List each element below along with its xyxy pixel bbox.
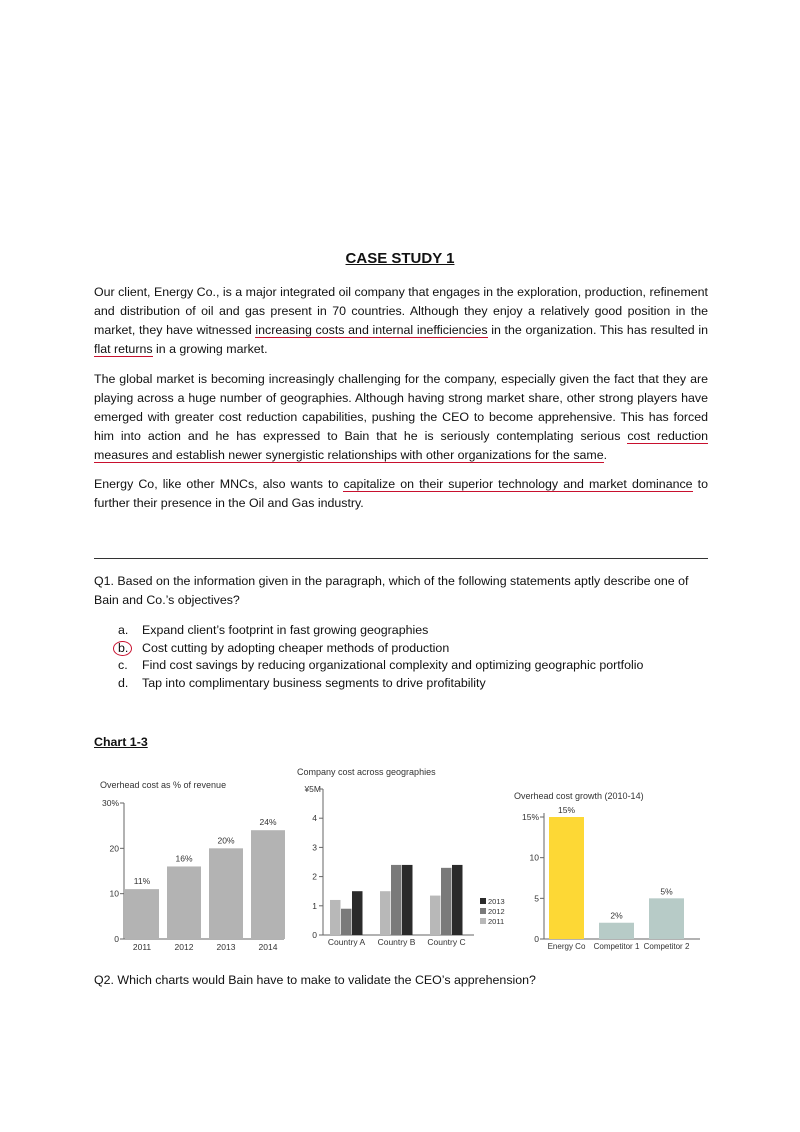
x-tick-label: Country C bbox=[427, 937, 466, 947]
x-tick-label: Energy Co bbox=[547, 942, 586, 951]
y-tick-label: 10 bbox=[529, 852, 539, 863]
legend-label: 2011 bbox=[488, 917, 505, 926]
underlined-phrase: capitalize on their superior technology and market dominance bbox=[343, 477, 693, 491]
bar bbox=[649, 898, 684, 939]
option-letter: c. bbox=[118, 658, 128, 672]
option-b[interactable] bbox=[118, 640, 708, 658]
chart-title: Overhead cost as % of revenue bbox=[100, 780, 227, 790]
unit-label: ¥5M bbox=[304, 784, 321, 794]
paragraph-3: Energy Co, like other MNCs, also wants to capitalize on their superior technology and market dominance to further their presence in the Oil and Gas industry. bbox=[94, 477, 709, 510]
data-label: 5% bbox=[660, 886, 673, 897]
bar bbox=[330, 900, 341, 935]
section-divider bbox=[94, 558, 708, 559]
option-text: Find cost savings by reducing organizational complexity and optimizing geographic portfolio bbox=[142, 658, 644, 672]
option-text: Cost cutting by adopting cheaper methods of production bbox=[142, 640, 450, 655]
x-tick-label: 2012 bbox=[174, 942, 194, 952]
bar bbox=[599, 923, 634, 939]
bar bbox=[251, 830, 285, 939]
bar bbox=[391, 865, 402, 935]
option-letter: d. bbox=[118, 675, 129, 690]
overhead-growth-chart bbox=[510, 787, 710, 955]
chart-title: Company cost across geographies bbox=[297, 767, 436, 777]
y-tick-label: 5 bbox=[534, 893, 539, 904]
legend-swatch bbox=[480, 908, 486, 914]
chart-title: Overhead cost growth (2010-14) bbox=[514, 791, 644, 801]
underlined-phrase: flat returns bbox=[94, 342, 153, 356]
overhead-cost-chart bbox=[94, 775, 289, 955]
data-label: 20% bbox=[217, 835, 235, 846]
legend-label: 2012 bbox=[488, 907, 505, 916]
question-2: Q2. Which charts would Bain have to make to validate the CEO’s apprehension? bbox=[94, 973, 536, 987]
x-tick-label: Competitor 1 bbox=[593, 942, 640, 951]
option-c[interactable] bbox=[118, 657, 708, 675]
bar bbox=[125, 889, 159, 939]
company-cost-chart bbox=[292, 764, 512, 954]
y-tick-label: 1 bbox=[312, 900, 317, 911]
data-label: 15% bbox=[557, 805, 576, 815]
question-1: Q1. Based on the information given in the paragraph, which of the following statements aptly describe one of Bain and Co.’s objectives? bbox=[94, 574, 689, 607]
y-tick-label: 0 bbox=[114, 934, 119, 944]
selected-circle-mark bbox=[113, 641, 132, 656]
x-tick-label: 2011 bbox=[132, 942, 152, 952]
y-tick-label: 2 bbox=[312, 871, 317, 882]
data-label: 16% bbox=[175, 853, 193, 864]
bar bbox=[441, 868, 452, 935]
data-label: 24% bbox=[259, 817, 277, 828]
y-tick-label: 10 bbox=[109, 888, 119, 899]
bar bbox=[341, 909, 352, 935]
bar bbox=[549, 817, 584, 939]
option-d[interactable] bbox=[118, 675, 708, 693]
option-letter: a. bbox=[118, 623, 129, 637]
data-label: 2% bbox=[610, 910, 623, 921]
y-tick-label: 4 bbox=[312, 813, 317, 824]
bar bbox=[380, 891, 391, 935]
x-tick-label: 2013 bbox=[216, 942, 236, 952]
bar bbox=[402, 865, 413, 935]
case-study-title: CASE STUDY 1 bbox=[345, 250, 455, 267]
paragraph-2: The global market is becoming increasingly challenging for the company, especially given the fact that they are playing across a huge number of geographies. Although having strong market share, other strong players have emerged with greater cost reduction capabilities, pushing the CEO to become apprehensive. This has forced him into action and he has expressed to Bain that he is seriously contemplating serious cost reduction measures and establish newer synergistic relationships with other organizations for the same. bbox=[94, 372, 708, 462]
y-tick-label: 3 bbox=[312, 842, 317, 853]
y-tick-label: 20 bbox=[109, 843, 119, 854]
option-text: Expand client’s footprint in fast growing geographies bbox=[142, 623, 429, 637]
underlined-phrase: increasing costs and internal inefficiencies bbox=[255, 323, 488, 337]
bar bbox=[167, 866, 201, 939]
bar bbox=[209, 848, 243, 939]
legend-swatch bbox=[480, 898, 486, 904]
x-tick-label: Competitor 2 bbox=[643, 942, 690, 951]
paragraph-1: Our client, Energy Co., is a major integrated oil company that engages in the exploration, production, refinement and distribution of oil and gas present in 70 countries. Although they enjoy a relatively good position in the market, they have witnessed increasing costs and internal inefficiencies in the organization. This has resulted in flat returns in a growing market. bbox=[94, 285, 708, 356]
bar bbox=[430, 896, 441, 935]
x-tick-label: Country B bbox=[377, 937, 416, 947]
x-tick-label: 2014 bbox=[258, 942, 278, 952]
bar bbox=[352, 891, 363, 935]
x-tick-label: Country A bbox=[327, 937, 366, 947]
y-tick-label: 30% bbox=[101, 798, 119, 808]
option-letter: b. bbox=[118, 640, 142, 658]
bar bbox=[452, 865, 463, 935]
legend-label: 2013 bbox=[488, 897, 505, 906]
y-tick-label: 0 bbox=[312, 930, 317, 940]
y-tick-label: 15% bbox=[521, 812, 539, 822]
y-tick-label: 0 bbox=[534, 934, 539, 944]
answer-options bbox=[118, 622, 708, 692]
option-text: Tap into complimentary business segments to drive profitability bbox=[142, 675, 486, 690]
chart-heading: Chart 1-3 bbox=[94, 735, 148, 749]
data-label: 11% bbox=[133, 876, 151, 887]
legend-swatch bbox=[480, 918, 486, 924]
underlined-phrase: cost reduction measures and establish newer synergistic relationships with other organizations for the same bbox=[94, 429, 708, 462]
option-a[interactable] bbox=[118, 622, 708, 640]
